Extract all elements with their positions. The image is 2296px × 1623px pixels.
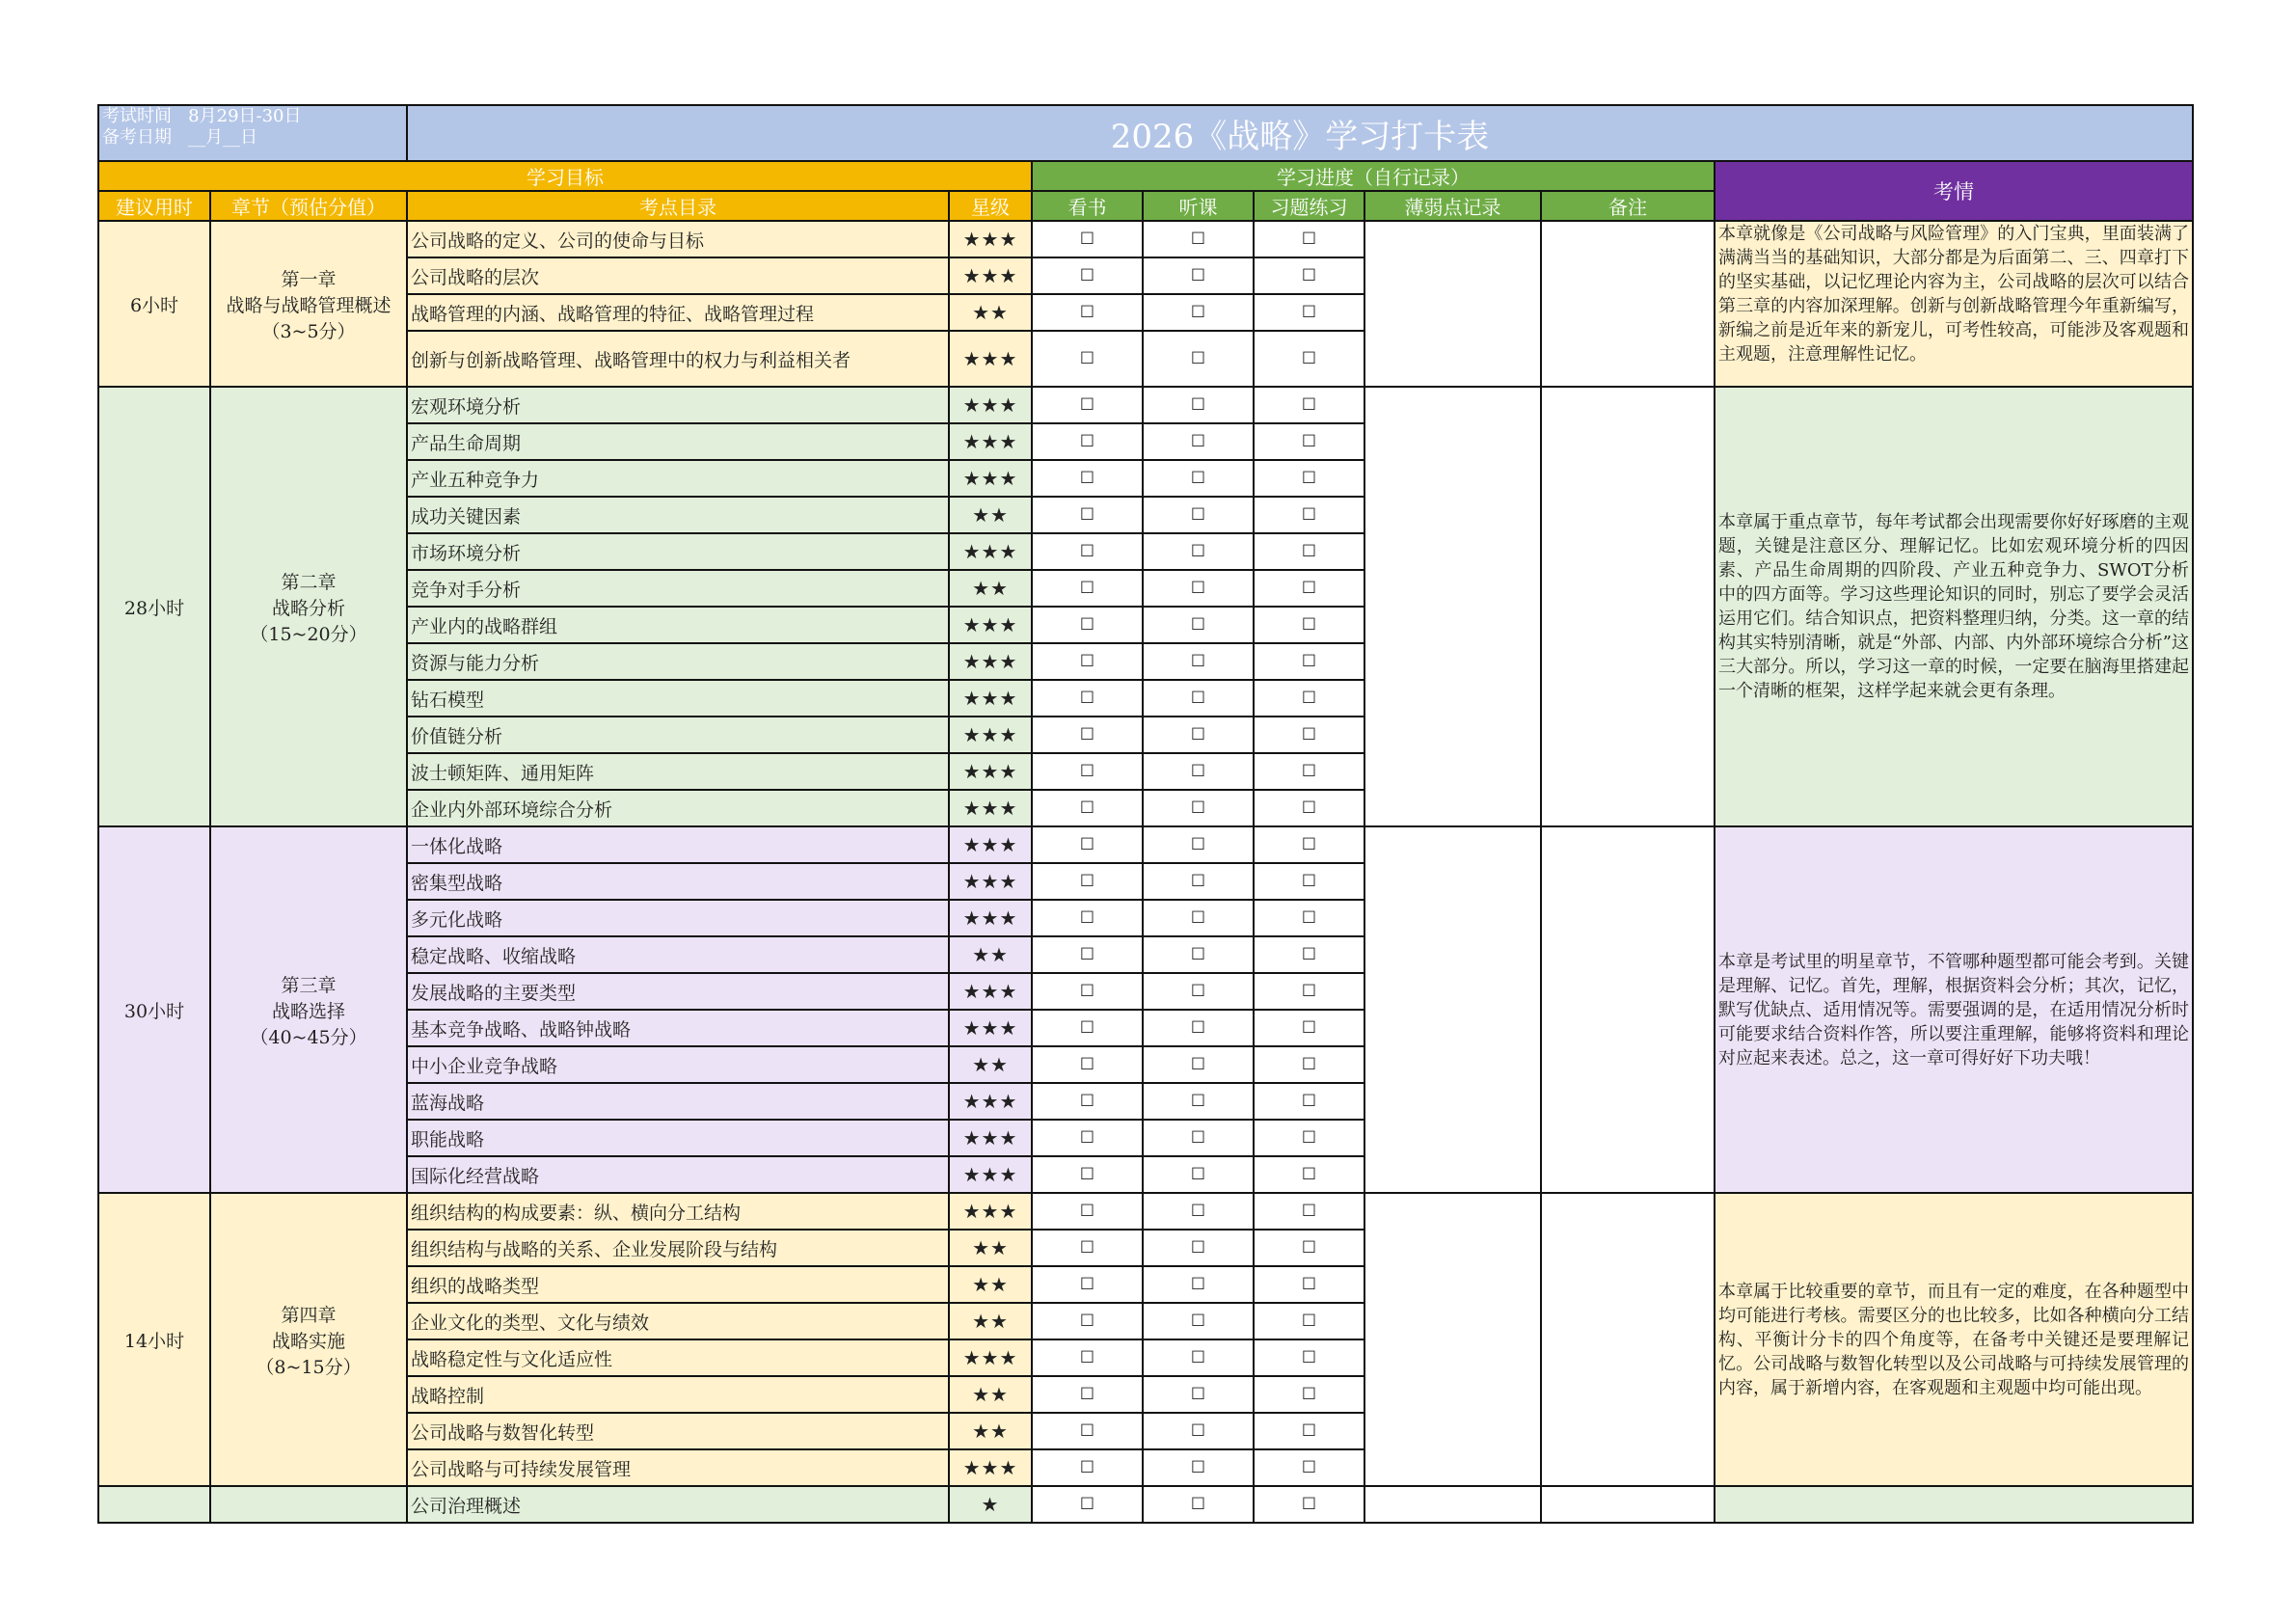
chapter-name: [210, 221, 407, 387]
checkbox-read[interactable]: ☐: [1032, 497, 1143, 533]
topic-name: 资源与能力分析: [407, 643, 949, 680]
checkbox-read[interactable]: ☐: [1032, 643, 1143, 680]
star-rating: ★★★: [949, 900, 1032, 936]
star-rating: ★★: [949, 1266, 1032, 1303]
weak-point-notes[interactable]: [1364, 221, 1541, 387]
chapter-name: [210, 1193, 407, 1486]
checkbox-listen[interactable]: ☐: [1143, 680, 1254, 717]
topic-name: 组织结构与战略的关系、企业发展阶段与结构: [407, 1230, 949, 1266]
topic-row: [98, 826, 2193, 863]
checkbox-practice[interactable]: ☐: [1254, 900, 1364, 936]
checkbox-read[interactable]: ☐: [1032, 717, 1143, 753]
topic-name: 波士顿矩阵、通用矩阵: [407, 753, 949, 790]
checkbox-practice[interactable]: ☐: [1254, 826, 1364, 863]
checkbox-listen[interactable]: ☐: [1143, 570, 1254, 607]
chapter-name: [210, 1486, 407, 1523]
weak-point-notes[interactable]: [1364, 387, 1541, 826]
checkbox-practice[interactable]: ☐: [1254, 863, 1364, 900]
topic-name: 价值链分析: [407, 717, 949, 753]
weak-point-notes[interactable]: [1364, 1486, 1541, 1523]
star-rating: ★★★: [949, 607, 1032, 643]
checkbox-practice[interactable]: ☐: [1254, 1449, 1364, 1486]
topic-name: 公司战略的层次: [407, 257, 949, 294]
checkbox-listen[interactable]: ☐: [1143, 387, 1254, 423]
checkbox-read[interactable]: ☐: [1032, 1339, 1143, 1376]
checkbox-read[interactable]: ☐: [1032, 1449, 1143, 1486]
star-rating: ★★★: [949, 533, 1032, 570]
header-read: 看书: [1032, 191, 1143, 221]
checkbox-listen[interactable]: ☐: [1143, 1303, 1254, 1339]
checkbox-read[interactable]: ☐: [1032, 1413, 1143, 1449]
topic-name: 战略控制: [407, 1376, 949, 1413]
checkbox-practice[interactable]: ☐: [1254, 1413, 1364, 1449]
topic-name: 公司治理概述: [407, 1486, 949, 1523]
prep-date-label: 备考日期: [102, 127, 172, 148]
star-rating: ★★: [949, 570, 1032, 607]
checkbox-listen[interactable]: ☐: [1143, 1010, 1254, 1046]
checkbox-practice[interactable]: ☐: [1254, 1266, 1364, 1303]
checkbox-read[interactable]: ☐: [1032, 1376, 1143, 1413]
chapter-hours: 30小时: [98, 826, 210, 1193]
topic-name: 中小企业竞争战略: [407, 1046, 949, 1083]
exam-time-value: 8月29日-30日: [188, 106, 302, 126]
exam-time-label: 考试时间: [102, 106, 172, 126]
header-weak: 薄弱点记录: [1364, 191, 1541, 221]
checkbox-read[interactable]: ☐: [1032, 826, 1143, 863]
checkbox-practice[interactable]: ☐: [1254, 423, 1364, 460]
star-rating: ★★★: [949, 1120, 1032, 1156]
topic-name: 钻石模型: [407, 680, 949, 717]
checkbox-listen[interactable]: ☐: [1143, 257, 1254, 294]
checkbox-listen[interactable]: ☐: [1143, 900, 1254, 936]
header-hours: 建议用时: [98, 191, 210, 221]
checkbox-practice[interactable]: ☐: [1254, 387, 1364, 423]
remarks-cell[interactable]: [1541, 387, 1715, 826]
checkbox-listen[interactable]: ☐: [1143, 1230, 1254, 1266]
remarks-cell[interactable]: [1541, 826, 1715, 1193]
header-chapter: 章节（预估分值）: [210, 191, 407, 221]
chapter-chapter-line2: 战略分析: [272, 597, 346, 619]
topic-name: 职能战略: [407, 1120, 949, 1156]
header-practice: 习题练习: [1254, 191, 1364, 221]
star-rating: ★★★: [949, 826, 1032, 863]
checkbox-listen[interactable]: ☐: [1143, 1193, 1254, 1230]
topic-name: 稳定战略、收缩战略: [407, 936, 949, 973]
checkbox-read[interactable]: ☐: [1032, 257, 1143, 294]
chapter-chapter-line3: （3~5分）: [261, 320, 356, 342]
star-rating: ★★★: [949, 717, 1032, 753]
checkbox-listen[interactable]: ☐: [1143, 1156, 1254, 1193]
checkbox-listen[interactable]: ☐: [1143, 1413, 1254, 1449]
checkbox-read[interactable]: ☐: [1032, 607, 1143, 643]
star-rating: ★★★: [949, 257, 1032, 294]
star-rating: ★★★: [949, 1010, 1032, 1046]
checkbox-listen[interactable]: ☐: [1143, 753, 1254, 790]
topic-name: 基本竞争战略、战略钟战略: [407, 1010, 949, 1046]
header-remarks: 备注: [1541, 191, 1715, 221]
checkbox-read[interactable]: ☐: [1032, 973, 1143, 1010]
star-rating: ★★: [949, 936, 1032, 973]
chapter-chapter-line3: （40~45分）: [250, 1026, 367, 1048]
star-rating: ★★: [949, 294, 1032, 331]
checkbox-practice[interactable]: ☐: [1254, 460, 1364, 497]
checkbox-practice[interactable]: ☐: [1254, 1230, 1364, 1266]
exam-analysis-note: [1715, 1486, 2193, 1523]
topic-name: 密集型战略: [407, 863, 949, 900]
checkbox-read[interactable]: ☐: [1032, 423, 1143, 460]
exam-analysis-note: 本章属于比较重要的章节，而且有一定的难度，在各种题型中均可能进行考核。需要区分的也比较多，比如各种横向分工结构、平衡计分卡的四个角度等，在备考中关键还是要理解记忆。公司战略与数智化转型以及公司战略与可持续发展管理的内容，属于新增内容，在客观题和主观题中均可能出现。: [1715, 1193, 2193, 1486]
checkbox-read[interactable]: ☐: [1032, 900, 1143, 936]
sheet-title: 2026《战略》学习打卡表: [407, 105, 2193, 161]
exam-analysis-note: 本章属于重点章节，每年考试都会出现需要你好好琢磨的主观题，关键是注意区分、理解记忆。比如宏观环境分析的四因素、产品生命周期的四阶段、产业五种竞争力、SWOT分析中的四方面等。学习这些理论知识的同时，别忘了要学会灵活运用它们。结合知识点，把资料整理归纳，分类。这一章的结构其实特别清晰，就是“外部、内部、内外部环境综合分析”这三大部分。所以，学习这一章的时候，一定要在脑海里搭建起一个清晰的框架，这样学起来就会更有条理。: [1715, 387, 2193, 826]
star-rating: ★★: [949, 1376, 1032, 1413]
weak-point-notes[interactable]: [1364, 1193, 1541, 1486]
checkbox-practice[interactable]: ☐: [1254, 973, 1364, 1010]
checkbox-practice[interactable]: ☐: [1254, 643, 1364, 680]
chapter-name: [210, 826, 407, 1193]
topic-name: 竞争对手分析: [407, 570, 949, 607]
star-rating: ★★: [949, 1303, 1032, 1339]
topic-name: 公司战略与可持续发展管理: [407, 1449, 949, 1486]
chapter-chapter-line3: （15~20分）: [250, 623, 367, 645]
checkbox-listen[interactable]: ☐: [1143, 790, 1254, 826]
checkbox-read[interactable]: ☐: [1032, 460, 1143, 497]
checkbox-practice[interactable]: ☐: [1254, 533, 1364, 570]
topic-name: 企业文化的类型、文化与绩效: [407, 1303, 949, 1339]
star-rating: ★★★: [949, 1156, 1032, 1193]
topic-name: 宏观环境分析: [407, 387, 949, 423]
checkbox-practice[interactable]: ☐: [1254, 753, 1364, 790]
checkbox-practice[interactable]: ☐: [1254, 294, 1364, 331]
checkbox-listen[interactable]: ☐: [1143, 1266, 1254, 1303]
topic-row: [98, 387, 2193, 423]
star-rating: ★★: [949, 1413, 1032, 1449]
checkbox-practice[interactable]: ☐: [1254, 257, 1364, 294]
exam-info-cell: [98, 105, 407, 161]
checkbox-read[interactable]: ☐: [1032, 1046, 1143, 1083]
chapter-hours: 6小时: [98, 221, 210, 387]
checkbox-listen[interactable]: ☐: [1143, 497, 1254, 533]
prep-date-value: __月__日: [188, 127, 258, 148]
topic-row: [98, 1193, 2193, 1230]
star-rating: ★★★: [949, 680, 1032, 717]
checkbox-practice[interactable]: ☐: [1254, 717, 1364, 753]
checkbox-read[interactable]: ☐: [1032, 1266, 1143, 1303]
topic-name: 公司战略与数智化转型: [407, 1413, 949, 1449]
checkbox-read[interactable]: ☐: [1032, 294, 1143, 331]
checkbox-read[interactable]: ☐: [1032, 1303, 1143, 1339]
checkbox-practice[interactable]: ☐: [1254, 221, 1364, 257]
star-rating: ★★★: [949, 460, 1032, 497]
checkbox-practice[interactable]: ☐: [1254, 331, 1364, 387]
topic-row: [98, 221, 2193, 257]
star-rating: ★★: [949, 1230, 1032, 1266]
topic-name: 成功关键因素: [407, 497, 949, 533]
star-rating: ★★★: [949, 973, 1032, 1010]
header-progress: 学习进度（自行记录）: [1032, 161, 1715, 191]
checkbox-practice[interactable]: ☐: [1254, 1046, 1364, 1083]
checkbox-practice[interactable]: ☐: [1254, 790, 1364, 826]
topic-name: 战略管理的内涵、战略管理的特征、战略管理过程: [407, 294, 949, 331]
checkbox-read[interactable]: ☐: [1032, 533, 1143, 570]
checkbox-read[interactable]: ☐: [1032, 790, 1143, 826]
chapter-hours: [98, 1486, 210, 1523]
topic-name: 产品生命周期: [407, 423, 949, 460]
checkbox-listen[interactable]: ☐: [1143, 460, 1254, 497]
checkbox-listen[interactable]: ☐: [1143, 1046, 1254, 1083]
checkbox-practice[interactable]: ☐: [1254, 1193, 1364, 1230]
checkbox-listen[interactable]: ☐: [1143, 643, 1254, 680]
chapter-hours: 14小时: [98, 1193, 210, 1486]
topic-name: 产业内的战略群组: [407, 607, 949, 643]
checkbox-read[interactable]: ☐: [1032, 680, 1143, 717]
star-rating: ★★★: [949, 790, 1032, 826]
checkbox-read[interactable]: ☐: [1032, 936, 1143, 973]
checkbox-practice[interactable]: ☐: [1254, 1156, 1364, 1193]
chapter-hours: 28小时: [98, 387, 210, 826]
star-rating: ★: [949, 1486, 1032, 1523]
topic-name: 蓝海战略: [407, 1083, 949, 1120]
remarks-cell[interactable]: [1541, 1193, 1715, 1486]
checkbox-read[interactable]: ☐: [1032, 863, 1143, 900]
checkbox-listen[interactable]: ☐: [1143, 973, 1254, 1010]
exam-analysis-note: 本章就像是《公司战略与风险管理》的入门宝典，里面装满了满满当当的基础知识，大部分都是为后面第二、三、四章打下的坚实基础，以记忆理论内容为主，公司战略的层次可以结合第三章的内容加深理解。创新与创新战略管理今年重新编写，新编之前是近年来的新宠儿，可考性较高，可能涉及客观题和主观题，注意理解性记忆。: [1715, 221, 2193, 387]
checkbox-read[interactable]: ☐: [1032, 1083, 1143, 1120]
checkbox-read[interactable]: ☐: [1032, 221, 1143, 257]
checkbox-listen[interactable]: ☐: [1143, 1083, 1254, 1120]
chapter-chapter-line1: 第二章: [281, 571, 337, 593]
chapter-chapter-line2: 战略实施: [272, 1330, 346, 1352]
checkbox-listen[interactable]: ☐: [1143, 221, 1254, 257]
checkbox-listen[interactable]: ☐: [1143, 863, 1254, 900]
checkbox-practice[interactable]: ☐: [1254, 497, 1364, 533]
header-listen: 听课: [1143, 191, 1254, 221]
weak-point-notes[interactable]: [1364, 826, 1541, 1193]
checkbox-read[interactable]: ☐: [1032, 387, 1143, 423]
star-rating: ★★★: [949, 1449, 1032, 1486]
checkbox-listen[interactable]: ☐: [1143, 1486, 1254, 1523]
star-rating: ★★: [949, 1046, 1032, 1083]
chapter-name: [210, 387, 407, 826]
star-rating: ★★★: [949, 221, 1032, 257]
checkbox-read[interactable]: ☐: [1032, 1193, 1143, 1230]
header-topics: 考点目录: [407, 191, 949, 221]
topic-name: 多元化战略: [407, 900, 949, 936]
checkbox-practice[interactable]: ☐: [1254, 1120, 1364, 1156]
checkbox-read[interactable]: ☐: [1032, 570, 1143, 607]
header-stars: 星级: [949, 191, 1032, 221]
checkbox-practice[interactable]: ☐: [1254, 1339, 1364, 1376]
star-rating: ★★★: [949, 863, 1032, 900]
checkbox-listen[interactable]: ☐: [1143, 294, 1254, 331]
checkbox-listen[interactable]: ☐: [1143, 1120, 1254, 1156]
checkbox-read[interactable]: ☐: [1032, 1156, 1143, 1193]
checkbox-listen[interactable]: ☐: [1143, 826, 1254, 863]
checkbox-listen[interactable]: ☐: [1143, 331, 1254, 387]
topic-name: 市场环境分析: [407, 533, 949, 570]
remarks-cell[interactable]: [1541, 1486, 1715, 1523]
topic-name: 战略稳定性与文化适应性: [407, 1339, 949, 1376]
checkbox-read[interactable]: ☐: [1032, 331, 1143, 387]
topic-name: 组织结构的构成要素：纵、横向分工结构: [407, 1193, 949, 1230]
exam-analysis-note: 本章是考试里的明星章节，不管哪种题型都可能会考到。关键是理解、记忆。首先，理解，根据资料会分析；其次，记忆，默写优缺点、适用情况等。需要强调的是，在适用情况分析时可能要求结合资料作答，所以要注重理解，能够将资料和理论对应起来表述。总之，这一章可得好好下功夫哦！: [1715, 826, 2193, 1193]
chapter-chapter-line1: 第四章: [281, 1304, 337, 1326]
topic-name: 企业内外部环境综合分析: [407, 790, 949, 826]
checkbox-read[interactable]: ☐: [1032, 1010, 1143, 1046]
star-rating: ★★★: [949, 387, 1032, 423]
star-rating: ★★★: [949, 423, 1032, 460]
checkbox-listen[interactable]: ☐: [1143, 717, 1254, 753]
checkbox-practice[interactable]: ☐: [1254, 680, 1364, 717]
star-rating: ★★★: [949, 1193, 1032, 1230]
chapter-chapter-line1: 第一章: [281, 268, 337, 290]
checkbox-read[interactable]: ☐: [1032, 753, 1143, 790]
checkbox-practice[interactable]: ☐: [1254, 607, 1364, 643]
remarks-cell[interactable]: [1541, 221, 1715, 387]
checkbox-practice[interactable]: ☐: [1254, 1010, 1364, 1046]
checkbox-listen[interactable]: ☐: [1143, 533, 1254, 570]
star-rating: ★★★: [949, 643, 1032, 680]
checkbox-practice[interactable]: ☐: [1254, 936, 1364, 973]
checkbox-practice[interactable]: ☐: [1254, 1376, 1364, 1413]
checkbox-listen[interactable]: ☐: [1143, 936, 1254, 973]
star-rating: ★★★: [949, 753, 1032, 790]
star-rating: ★★★: [949, 1083, 1032, 1120]
checkbox-listen[interactable]: ☐: [1143, 1339, 1254, 1376]
topic-row: [98, 1486, 2193, 1523]
star-rating: ★★: [949, 497, 1032, 533]
topic-name: 一体化战略: [407, 826, 949, 863]
topic-name: 公司战略的定义、公司的使命与目标: [407, 221, 949, 257]
star-rating: ★★★: [949, 1339, 1032, 1376]
header-goal: 学习目标: [98, 161, 1032, 191]
checkbox-listen[interactable]: ☐: [1143, 1376, 1254, 1413]
topic-name: 国际化经营战略: [407, 1156, 949, 1193]
topic-name: 发展战略的主要类型: [407, 973, 949, 1010]
topic-name: 创新与创新战略管理、战略管理中的权力与利益相关者: [407, 331, 949, 387]
topic-name: 产业五种竞争力: [407, 460, 949, 497]
checkbox-listen[interactable]: ☐: [1143, 423, 1254, 460]
header-exam-info: 考情: [1715, 161, 2193, 221]
topic-name: 组织的战略类型: [407, 1266, 949, 1303]
checkbox-read[interactable]: ☐: [1032, 1230, 1143, 1266]
checkbox-practice[interactable]: ☐: [1254, 570, 1364, 607]
chapter-chapter-line1: 第三章: [281, 974, 337, 996]
chapter-chapter-line3: （8~15分）: [256, 1356, 362, 1378]
study-checkin-table: [97, 104, 2194, 1524]
star-rating: ★★★: [949, 331, 1032, 387]
chapter-chapter-line2: 战略与战略管理概述: [226, 294, 392, 316]
chapter-chapter-line2: 战略选择: [272, 1000, 346, 1022]
checkbox-listen[interactable]: ☐: [1143, 607, 1254, 643]
checkbox-listen[interactable]: ☐: [1143, 1449, 1254, 1486]
checkbox-practice[interactable]: ☐: [1254, 1303, 1364, 1339]
checkbox-read[interactable]: ☐: [1032, 1120, 1143, 1156]
checkbox-read[interactable]: ☐: [1032, 1486, 1143, 1523]
checkbox-practice[interactable]: ☐: [1254, 1486, 1364, 1523]
checkbox-practice[interactable]: ☐: [1254, 1083, 1364, 1120]
